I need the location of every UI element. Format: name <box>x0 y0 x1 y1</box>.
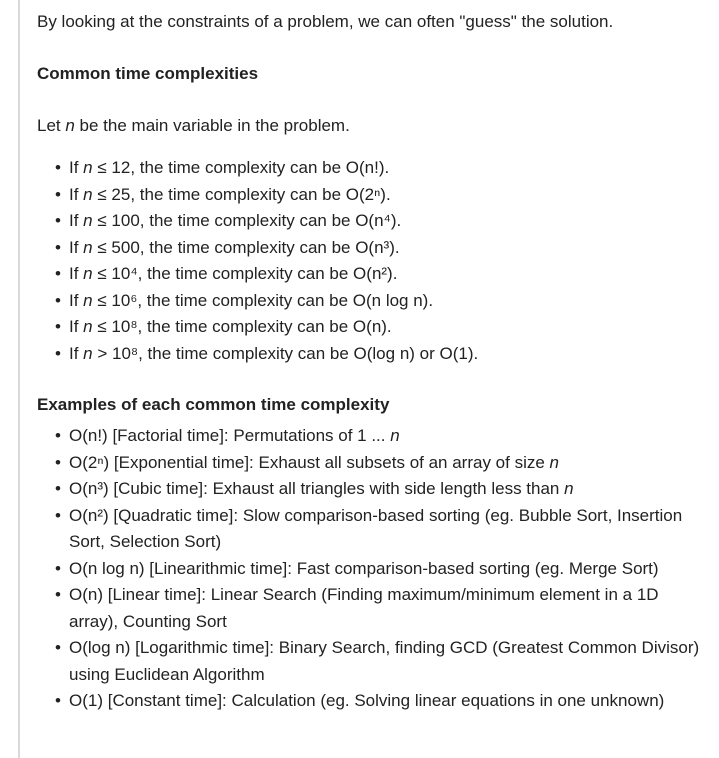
heading-examples: Examples of each common time complexity <box>37 395 390 414</box>
list-item: • If n ≤ 10⁴, the time complexity can be O(n²). <box>37 261 709 288</box>
list-item: • If n ≤ 10⁶, the time complexity can be O(n log n). <box>37 288 709 315</box>
list-item: • O(n²) [Quadratic time]: Slow comparison-based sorting (eg. Bubble Sort, Insertion Sort, Selection Sort) <box>37 503 709 556</box>
list-item: • If n ≤ 10⁸, the time complexity can be O(n). <box>37 314 709 341</box>
list-item: • O(log n) [Logarithmic time]: Binary Search, finding GCD (Greatest Common Divisor) using Euclidean Algorithm <box>37 635 709 688</box>
list-item: • O(2ⁿ) [Exponential time]: Exhaust all subsets of an array of size n <box>37 450 709 477</box>
list-item: • O(n³) [Cubic time]: Exhaust all triangles with side length less than n <box>37 476 709 503</box>
list-item: • If n ≤ 100, the time complexity can be O(n⁴). <box>37 208 709 235</box>
list-item: • If n ≤ 500, the time complexity can be O(n³). <box>37 235 709 262</box>
list-item: • If n ≤ 12, the time complexity can be O(n!). <box>37 155 709 182</box>
list-item: • O(n log n) [Linearithmic time]: Fast comparison-based sorting (eg. Merge Sort) <box>37 556 709 583</box>
lead-text: Let n be the main variable in the problem. <box>37 116 350 135</box>
left-border-rule <box>18 0 20 758</box>
list-item: • O(1) [Constant time]: Calculation (eg. Solving linear equations in one unknown) <box>37 688 709 715</box>
list-item: • If n > 10⁸, the time complexity can be O(log n) or O(1). <box>37 341 709 368</box>
heading-common-complexities: Common time complexities <box>37 64 259 83</box>
article-content <box>37 10 709 715</box>
intro-text: By looking at the constraints of a problem, we can often "guess" the solution. <box>37 12 614 31</box>
list-item: • If n ≤ 25, the time complexity can be O(2ⁿ). <box>37 182 709 209</box>
complexity-list <box>37 155 709 367</box>
examples-list <box>37 423 709 715</box>
list-item: • O(n) [Linear time]: Linear Search (Finding maximum/minimum element in a 1D array), Counting Sort <box>37 582 709 635</box>
list-item: • O(n!) [Factorial time]: Permutations of 1 ... n <box>37 423 709 450</box>
